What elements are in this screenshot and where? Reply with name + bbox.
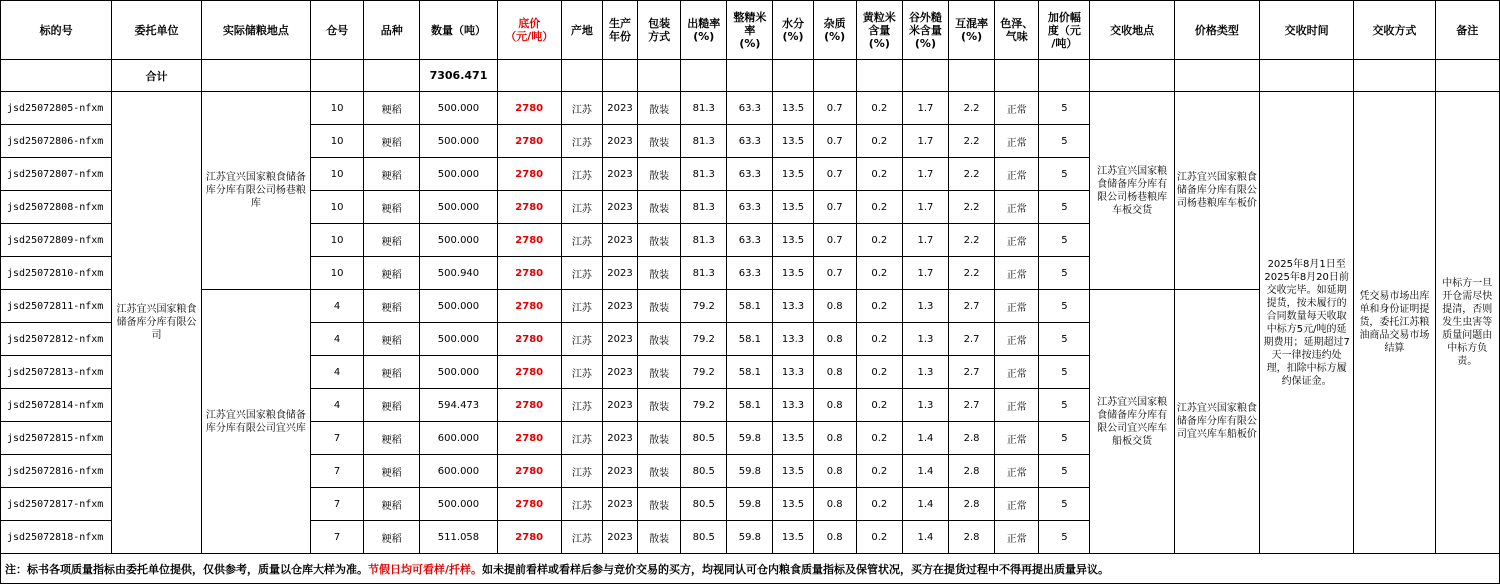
- storage-location-cell: 江苏宜兴国家粮食储备库分库有限公司宜兴库: [201, 290, 310, 554]
- header-row: [1, 1, 1500, 60]
- cell-packing: 散装: [638, 158, 681, 191]
- cell-year: 2023: [602, 125, 637, 158]
- cell-color: 正常: [995, 257, 1039, 290]
- column-header: 数量（吨）: [420, 1, 497, 60]
- cell-head: 63.3: [727, 125, 773, 158]
- cell-moisture: 13.3: [773, 290, 813, 323]
- total-label: 合计: [112, 60, 201, 92]
- cell-price: 2780: [497, 191, 561, 224]
- cell-year: 2023: [602, 191, 637, 224]
- cell-price: 2780: [497, 92, 561, 125]
- cell-rough: 79.2: [681, 389, 727, 422]
- cell-variety: 粳稻: [364, 92, 420, 125]
- cell-qty: 500.940: [420, 257, 497, 290]
- cell-husked: 1.4: [902, 488, 948, 521]
- cell-year: 2023: [602, 389, 637, 422]
- cell-qty: 594.473: [420, 389, 497, 422]
- cell-qty: 500.000: [420, 323, 497, 356]
- cell-origin: 江苏: [561, 356, 602, 389]
- lot-number: jsd25072815-nfxm: [1, 422, 112, 455]
- cell-variety: 粳稻: [364, 224, 420, 257]
- column-header: 底价 （元/吨）: [497, 1, 561, 60]
- cell-packing: 散装: [638, 224, 681, 257]
- cell-husked: 1.7: [902, 125, 948, 158]
- column-header: 仓号: [311, 1, 364, 60]
- cell-husked: 1.7: [902, 158, 948, 191]
- cell-warehouse: 10: [311, 257, 364, 290]
- cell-increment: 5: [1039, 191, 1090, 224]
- cell-origin: 江苏: [561, 422, 602, 455]
- cell-husked: 1.7: [902, 92, 948, 125]
- price-type-cell: 江苏宜兴国家粮食储备库分库有限公司杨巷粮库车板价: [1174, 92, 1259, 290]
- cell-husked: 1.7: [902, 224, 948, 257]
- cell-yellow: 0.2: [856, 455, 902, 488]
- price-type-cell: 江苏宜兴国家粮食储备库分库有限公司宜兴库车船板价: [1174, 290, 1259, 554]
- cell-yellow: 0.2: [856, 488, 902, 521]
- cell-impurity: 0.8: [813, 290, 856, 323]
- cell-husked: 1.7: [902, 257, 948, 290]
- table-row: [1, 92, 1500, 125]
- cell-increment: 5: [1039, 488, 1090, 521]
- cell-warehouse: 10: [311, 125, 364, 158]
- cell-moisture: 13.5: [773, 224, 813, 257]
- cell-yellow: 0.2: [856, 125, 902, 158]
- cell-head: 63.3: [727, 158, 773, 191]
- cell-warehouse: 4: [311, 290, 364, 323]
- cell-head: 63.3: [727, 191, 773, 224]
- lot-number: jsd25072808-nfxm: [1, 191, 112, 224]
- cell-variety: 粳稻: [364, 125, 420, 158]
- lot-number: jsd25072806-nfxm: [1, 125, 112, 158]
- column-header: 谷外糙 米含量 (%): [902, 1, 948, 60]
- cell-color: 正常: [995, 356, 1039, 389]
- lot-number: jsd25072816-nfxm: [1, 455, 112, 488]
- cell-mix: 2.2: [949, 257, 995, 290]
- cell-warehouse: 7: [311, 488, 364, 521]
- cell-head: 63.3: [727, 257, 773, 290]
- cell-impurity: 0.7: [813, 224, 856, 257]
- column-header: 包装 方式: [638, 1, 681, 60]
- column-header: 水分 (%): [773, 1, 813, 60]
- total-quantity: 7306.471: [420, 60, 497, 92]
- cell-variety: 粳稻: [364, 356, 420, 389]
- cell-origin: 江苏: [561, 488, 602, 521]
- cell-head: 59.8: [727, 488, 773, 521]
- cell-moisture: 13.3: [773, 389, 813, 422]
- cell-price: 2780: [497, 488, 561, 521]
- cell-year: 2023: [602, 323, 637, 356]
- lot-number: jsd25072818-nfxm: [1, 521, 112, 554]
- cell-increment: 5: [1039, 158, 1090, 191]
- cell-moisture: 13.3: [773, 356, 813, 389]
- cell-increment: 5: [1039, 92, 1090, 125]
- cell-impurity: 0.7: [813, 92, 856, 125]
- cell-mix: 2.7: [949, 389, 995, 422]
- cell-moisture: 13.5: [773, 257, 813, 290]
- total-row: [1, 60, 1500, 92]
- cell-husked: 1.3: [902, 356, 948, 389]
- delivery-place-cell: 江苏宜兴国家粮食储备库分库有限公司宜兴库车船板交货: [1090, 290, 1174, 554]
- cell-color: 正常: [995, 488, 1039, 521]
- cell-variety: 粳稻: [364, 191, 420, 224]
- cell-increment: 5: [1039, 290, 1090, 323]
- cell-mix: 2.8: [949, 422, 995, 455]
- cell-year: 2023: [602, 92, 637, 125]
- cell-origin: 江苏: [561, 455, 602, 488]
- cell-color: 正常: [995, 521, 1039, 554]
- cell-yellow: 0.2: [856, 323, 902, 356]
- cell-color: 正常: [995, 323, 1039, 356]
- cell-origin: 江苏: [561, 125, 602, 158]
- column-header: 委托单位: [112, 1, 201, 60]
- cell-packing: 散装: [638, 389, 681, 422]
- cell-price: 2780: [497, 323, 561, 356]
- cell-husked: 1.4: [902, 521, 948, 554]
- cell-impurity: 0.8: [813, 323, 856, 356]
- cell-mix: 2.2: [949, 125, 995, 158]
- column-header: 交收方式: [1354, 1, 1435, 60]
- cell-color: 正常: [995, 158, 1039, 191]
- lot-number: jsd25072807-nfxm: [1, 158, 112, 191]
- cell-color: 正常: [995, 422, 1039, 455]
- cell-variety: 粳稻: [364, 422, 420, 455]
- cell-color: 正常: [995, 389, 1039, 422]
- cell-moisture: 13.5: [773, 488, 813, 521]
- cell-rough: 81.3: [681, 224, 727, 257]
- cell-qty: 500.000: [420, 290, 497, 323]
- cell-impurity: 0.8: [813, 422, 856, 455]
- cell-husked: 1.3: [902, 290, 948, 323]
- cell-color: 正常: [995, 224, 1039, 257]
- lot-number: jsd25072809-nfxm: [1, 224, 112, 257]
- column-header: 加价幅 度（元 /吨）: [1039, 1, 1090, 60]
- cell-origin: 江苏: [561, 92, 602, 125]
- cell-moisture: 13.5: [773, 92, 813, 125]
- cell-rough: 81.3: [681, 191, 727, 224]
- cell-packing: 散装: [638, 191, 681, 224]
- column-header: 产地: [561, 1, 602, 60]
- cell-increment: 5: [1039, 257, 1090, 290]
- cell-head: 63.3: [727, 92, 773, 125]
- column-header: 互混率 (%): [949, 1, 995, 60]
- cell-moisture: 13.3: [773, 323, 813, 356]
- consignor-cell: 江苏宜兴国家粮食储备库分库有限公司: [112, 92, 201, 554]
- lot-number: jsd25072811-nfxm: [1, 290, 112, 323]
- cell-yellow: 0.2: [856, 422, 902, 455]
- cell-year: 2023: [602, 257, 637, 290]
- cell-variety: 粳稻: [364, 389, 420, 422]
- footnote-prefix: 注：标书各项质量指标由委托单位提供，仅供参考，质量以仓库大样为准。: [5, 562, 368, 576]
- lot-number: jsd25072814-nfxm: [1, 389, 112, 422]
- cell-mix: 2.2: [949, 92, 995, 125]
- cell-husked: 1.4: [902, 455, 948, 488]
- cell-head: 59.8: [727, 422, 773, 455]
- column-header: 黄粒米 含量 (%): [856, 1, 902, 60]
- cell-packing: 散装: [638, 125, 681, 158]
- cell-qty: 500.000: [420, 356, 497, 389]
- cell-price: 2780: [497, 389, 561, 422]
- cell-impurity: 0.8: [813, 521, 856, 554]
- cell-yellow: 0.2: [856, 224, 902, 257]
- cell-origin: 江苏: [561, 257, 602, 290]
- cell-price: 2780: [497, 158, 561, 191]
- cell-head: 59.8: [727, 455, 773, 488]
- cell-packing: 散装: [638, 455, 681, 488]
- cell-mix: 2.7: [949, 323, 995, 356]
- cell-yellow: 0.2: [856, 158, 902, 191]
- cell-impurity: 0.8: [813, 389, 856, 422]
- cell-warehouse: 10: [311, 191, 364, 224]
- cell-warehouse: 10: [311, 158, 364, 191]
- cell-variety: 粳稻: [364, 323, 420, 356]
- cell-rough: 79.2: [681, 323, 727, 356]
- cell-increment: 5: [1039, 125, 1090, 158]
- lot-number: jsd25072813-nfxm: [1, 356, 112, 389]
- lot-number: jsd25072812-nfxm: [1, 323, 112, 356]
- column-header: 杂质 (%): [813, 1, 856, 60]
- delivery-place-cell: 江苏宜兴国家粮食储备库分库有限公司杨巷粮库车板交货: [1090, 92, 1174, 290]
- cell-increment: 5: [1039, 356, 1090, 389]
- cell-qty: 500.000: [420, 158, 497, 191]
- cell-origin: 江苏: [561, 191, 602, 224]
- cell-impurity: 0.7: [813, 125, 856, 158]
- delivery-time-cell: 2025年8月1日至2025年8月20日前交收完毕。如延期提货，按未履行的合同数量每天收取中标方5元/吨的延期费用；延期超过7天一律按违约处理，扣除中标方履约保证金。: [1260, 92, 1354, 554]
- cell-moisture: 13.5: [773, 158, 813, 191]
- cell-origin: 江苏: [561, 158, 602, 191]
- cell-head: 58.1: [727, 356, 773, 389]
- cell-price: 2780: [497, 455, 561, 488]
- cell-impurity: 0.7: [813, 191, 856, 224]
- cell-rough: 81.3: [681, 158, 727, 191]
- cell-rough: 80.5: [681, 455, 727, 488]
- cell-qty: 500.000: [420, 224, 497, 257]
- cell-packing: 散装: [638, 422, 681, 455]
- cell-moisture: 13.5: [773, 191, 813, 224]
- cell-year: 2023: [602, 158, 637, 191]
- column-header: 标的号: [1, 1, 112, 60]
- cell-color: 正常: [995, 455, 1039, 488]
- cell-rough: 80.5: [681, 488, 727, 521]
- delivery-method-cell: 凭交易市场出库单和身份证明提货，委托江苏粮油商品交易市场结算: [1354, 92, 1435, 554]
- cell-husked: 1.3: [902, 389, 948, 422]
- cell-rough: 80.5: [681, 422, 727, 455]
- cell-moisture: 13.5: [773, 422, 813, 455]
- cell-warehouse: 10: [311, 224, 364, 257]
- column-header: 实际储粮地点: [201, 1, 310, 60]
- cell-origin: 江苏: [561, 290, 602, 323]
- cell-qty: 500.000: [420, 92, 497, 125]
- column-header: 品种: [364, 1, 420, 60]
- cell-packing: 散装: [638, 290, 681, 323]
- cell-year: 2023: [602, 521, 637, 554]
- cell-yellow: 0.2: [856, 191, 902, 224]
- cell-increment: 5: [1039, 224, 1090, 257]
- cell-head: 59.8: [727, 521, 773, 554]
- cell-qty: 500.000: [420, 125, 497, 158]
- footnote: [1, 554, 1500, 584]
- remark-cell: 中标方一旦开仓需尽快提清，否则发生虫害等质量问题由中标方负责。: [1435, 92, 1499, 554]
- cell-increment: 5: [1039, 323, 1090, 356]
- cell-color: 正常: [995, 290, 1039, 323]
- cell-qty: 500.000: [420, 488, 497, 521]
- cell-rough: 80.5: [681, 521, 727, 554]
- cell-price: 2780: [497, 125, 561, 158]
- cell-variety: 粳稻: [364, 488, 420, 521]
- lot-number: jsd25072817-nfxm: [1, 488, 112, 521]
- lot-number: jsd25072810-nfxm: [1, 257, 112, 290]
- cell-color: 正常: [995, 125, 1039, 158]
- cell-mix: 2.2: [949, 224, 995, 257]
- cell-mix: 2.2: [949, 158, 995, 191]
- cell-warehouse: 4: [311, 356, 364, 389]
- cell-origin: 江苏: [561, 224, 602, 257]
- cell-price: 2780: [497, 290, 561, 323]
- column-header: 交收时间: [1260, 1, 1354, 60]
- cell-year: 2023: [602, 290, 637, 323]
- cell-warehouse: 10: [311, 92, 364, 125]
- cell-rough: 79.2: [681, 290, 727, 323]
- cell-price: 2780: [497, 356, 561, 389]
- cell-warehouse: 7: [311, 455, 364, 488]
- cell-variety: 粳稻: [364, 455, 420, 488]
- cell-year: 2023: [602, 488, 637, 521]
- cell-year: 2023: [602, 356, 637, 389]
- cell-impurity: 0.8: [813, 356, 856, 389]
- cell-warehouse: 7: [311, 521, 364, 554]
- cell-packing: 散装: [638, 521, 681, 554]
- cell-husked: 1.4: [902, 422, 948, 455]
- column-header: 整精米 率 (%): [727, 1, 773, 60]
- cell-rough: 81.3: [681, 92, 727, 125]
- cell-increment: 5: [1039, 521, 1090, 554]
- cell-impurity: 0.8: [813, 488, 856, 521]
- cell-impurity: 0.7: [813, 158, 856, 191]
- cell-mix: 2.2: [949, 191, 995, 224]
- cell-yellow: 0.2: [856, 257, 902, 290]
- cell-color: 正常: [995, 191, 1039, 224]
- cell-packing: 散装: [638, 92, 681, 125]
- cell-price: 2780: [497, 224, 561, 257]
- column-header: 备注: [1435, 1, 1499, 60]
- column-header: 价格类型: [1174, 1, 1259, 60]
- cell-packing: 散装: [638, 257, 681, 290]
- cell-packing: 散装: [638, 356, 681, 389]
- cell-rough: 81.3: [681, 125, 727, 158]
- cell-qty: 600.000: [420, 422, 497, 455]
- cell-mix: 2.8: [949, 488, 995, 521]
- cell-head: 58.1: [727, 323, 773, 356]
- cell-price: 2780: [497, 257, 561, 290]
- cell-price: 2780: [497, 422, 561, 455]
- cell-price: 2780: [497, 521, 561, 554]
- cell-yellow: 0.2: [856, 356, 902, 389]
- cell-mix: 2.7: [949, 290, 995, 323]
- cell-variety: 粳稻: [364, 158, 420, 191]
- column-header: 交收地点: [1090, 1, 1174, 60]
- cell-warehouse: 4: [311, 323, 364, 356]
- cell-husked: 1.3: [902, 323, 948, 356]
- cell-origin: 江苏: [561, 323, 602, 356]
- note-row: [1, 554, 1500, 584]
- cell-yellow: 0.2: [856, 389, 902, 422]
- cell-packing: 散装: [638, 323, 681, 356]
- cell-moisture: 13.5: [773, 125, 813, 158]
- total-cell-lot: [1, 60, 112, 92]
- cell-warehouse: 4: [311, 389, 364, 422]
- cell-husked: 1.7: [902, 191, 948, 224]
- cell-color: 正常: [995, 92, 1039, 125]
- cell-mix: 2.8: [949, 455, 995, 488]
- cell-variety: 粳稻: [364, 290, 420, 323]
- cell-moisture: 13.5: [773, 455, 813, 488]
- column-header: 色泽、 气味: [995, 1, 1039, 60]
- cell-year: 2023: [602, 224, 637, 257]
- cell-mix: 2.7: [949, 356, 995, 389]
- column-header: 生产 年份: [602, 1, 637, 60]
- cell-qty: 511.058: [420, 521, 497, 554]
- cell-impurity: 0.7: [813, 257, 856, 290]
- lot-number: jsd25072805-nfxm: [1, 92, 112, 125]
- cell-qty: 500.000: [420, 191, 497, 224]
- cell-variety: 粳稻: [364, 521, 420, 554]
- cell-year: 2023: [602, 455, 637, 488]
- cell-warehouse: 7: [311, 422, 364, 455]
- storage-location-cell: 江苏宜兴国家粮食储备库分库有限公司杨巷粮库: [201, 92, 310, 290]
- cell-rough: 79.2: [681, 356, 727, 389]
- cell-head: 58.1: [727, 389, 773, 422]
- cell-origin: 江苏: [561, 389, 602, 422]
- cell-head: 63.3: [727, 224, 773, 257]
- cell-yellow: 0.2: [856, 290, 902, 323]
- cell-year: 2023: [602, 422, 637, 455]
- cell-increment: 5: [1039, 389, 1090, 422]
- footnote-suffix: 如未提前看样或看样后参与竞价交易的买方，均视同认可仓内粮食质量指标及保管状况，买方在提货过程中不得再提出质量异议。: [482, 562, 1110, 576]
- cell-origin: 江苏: [561, 521, 602, 554]
- footnote-highlight: 节假日均可看样/扦样。: [368, 562, 483, 576]
- cell-impurity: 0.8: [813, 455, 856, 488]
- cell-increment: 5: [1039, 455, 1090, 488]
- cell-moisture: 13.5: [773, 521, 813, 554]
- cell-yellow: 0.2: [856, 521, 902, 554]
- column-header: 出糙率 (%): [681, 1, 727, 60]
- cell-variety: 粳稻: [364, 257, 420, 290]
- cell-head: 58.1: [727, 290, 773, 323]
- cell-rough: 81.3: [681, 257, 727, 290]
- cell-mix: 2.8: [949, 521, 995, 554]
- cell-yellow: 0.2: [856, 92, 902, 125]
- cell-qty: 600.000: [420, 455, 497, 488]
- cell-packing: 散装: [638, 488, 681, 521]
- cell-increment: 5: [1039, 422, 1090, 455]
